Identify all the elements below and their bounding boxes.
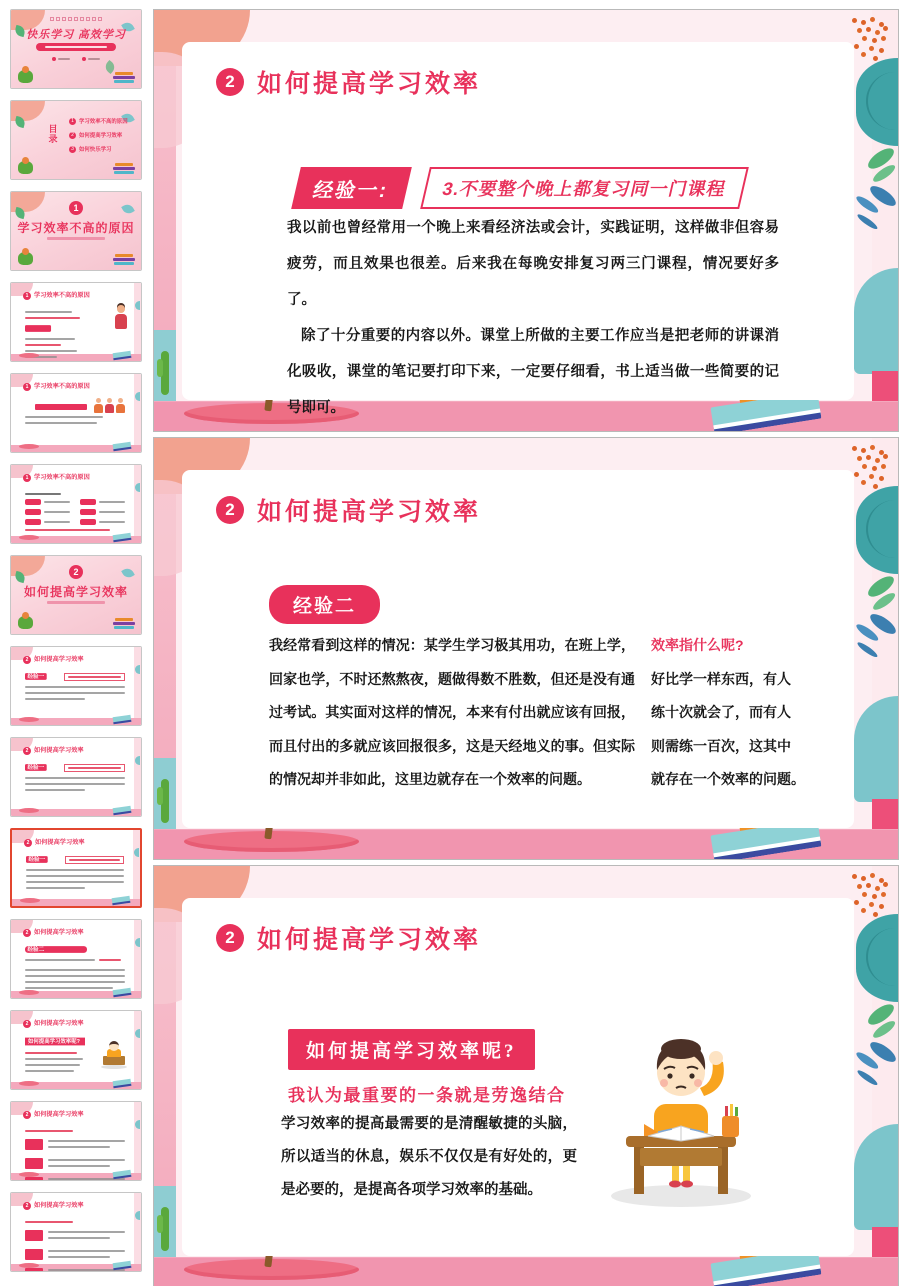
decor <box>113 258 135 261</box>
decor <box>23 382 124 392</box>
text-line-placeholder <box>25 686 125 688</box>
decor <box>25 1265 125 1271</box>
slide-thumbnail-panel <box>0 0 152 1286</box>
decor <box>48 1136 125 1152</box>
decor <box>23 928 114 938</box>
decor <box>25 1227 125 1243</box>
section-number-badge: 2 <box>216 924 244 952</box>
decor <box>25 489 125 535</box>
decor <box>25 499 70 505</box>
text-line-placeholder <box>25 1058 83 1060</box>
decor <box>105 398 114 413</box>
slide-title <box>216 492 481 528</box>
students-icons <box>94 398 125 413</box>
experience-badge: 经验一 <box>26 856 48 863</box>
text-line-placeholder <box>48 1250 125 1252</box>
body-text: 学习效率的提高最需要的是清醒敏捷的头脑，所以适当的休息，娱乐不仅仅是有好处的，更是必要的，是提高各项学习效率的基础。 <box>281 1116 577 1198</box>
text-line-placeholder <box>25 1052 77 1054</box>
books-stack-icon <box>113 253 135 265</box>
slide-thumbnail-4[interactable] <box>10 282 142 362</box>
decor <box>25 1136 125 1152</box>
decor <box>23 746 114 756</box>
decor <box>611 1185 751 1207</box>
text-line-placeholder <box>26 869 124 871</box>
text-line-placeholder <box>68 676 121 678</box>
decor <box>25 1126 125 1180</box>
decor <box>113 167 135 170</box>
decor <box>80 519 96 525</box>
decor <box>689 1073 694 1078</box>
decor <box>80 519 125 525</box>
decor: 2 <box>23 1020 31 1028</box>
decor: 如何提高学习效率 <box>79 132 123 139</box>
text-line-placeholder <box>48 1146 110 1148</box>
decor <box>114 626 134 629</box>
highlight-text: 我认为最重要的一条就是劳逸结合 <box>288 1086 566 1105</box>
text-line-placeholder <box>25 1070 74 1072</box>
text-line-placeholder <box>25 529 110 531</box>
decor <box>735 1107 738 1116</box>
decor <box>115 254 133 257</box>
topic-block <box>25 1158 43 1169</box>
decor: 2 <box>69 132 76 139</box>
text-line-placeholder <box>48 1256 110 1258</box>
text-line-placeholder <box>25 987 113 989</box>
decor <box>25 519 41 525</box>
decor <box>25 671 125 682</box>
thumbnail-header: 如何提高学习效率 <box>34 1111 84 1119</box>
thumbnail-header: 如何提高学习效率 <box>35 839 85 847</box>
decor <box>23 1110 114 1120</box>
decor <box>25 1155 125 1171</box>
decor <box>11 465 141 543</box>
decor <box>62 17 66 21</box>
decor: 1 <box>69 118 76 125</box>
experience-badge-label: 经验一: <box>291 167 411 209</box>
text-line-placeholder <box>25 317 80 319</box>
decor <box>154 10 898 431</box>
text-line-placeholder <box>25 311 72 313</box>
text-line-placeholder <box>25 422 97 424</box>
decor <box>80 499 96 505</box>
text-line-placeholder <box>25 338 75 340</box>
section-number-badge: 1 <box>69 201 83 215</box>
text-line-placeholder <box>25 350 77 352</box>
boy-at-desk-illustration <box>606 1024 756 1209</box>
decor <box>116 398 125 413</box>
girl-illustration <box>18 616 33 629</box>
decor <box>694 1079 702 1087</box>
teacher-icon <box>114 305 128 331</box>
decor: 2 <box>23 747 31 755</box>
decor <box>25 762 125 795</box>
decor <box>11 192 141 270</box>
decor <box>48 1227 125 1243</box>
question-badge: 如何提高学习效率呢? <box>25 1038 85 1046</box>
decor <box>24 838 115 848</box>
text-line-placeholder <box>25 1130 73 1132</box>
decor: 2 <box>24 839 32 847</box>
decor <box>11 647 141 725</box>
decor <box>134 283 141 361</box>
slide-thumbnail-10[interactable] <box>10 828 142 908</box>
decor <box>68 17 72 21</box>
thumbnail-header: 如何提高学习效率 <box>34 656 84 664</box>
decor <box>669 1181 681 1188</box>
slide-thumbnail-6[interactable] <box>10 464 142 544</box>
plate-illustration <box>19 444 39 449</box>
slide-thumbnail-7[interactable] <box>10 555 142 635</box>
decor <box>25 519 70 525</box>
decor <box>80 499 125 505</box>
text-line-placeholder <box>44 501 70 503</box>
text-line-placeholder <box>26 887 85 889</box>
decor <box>25 762 125 773</box>
decor <box>667 1073 672 1078</box>
decor: 2 <box>23 1202 31 1210</box>
slide-thumbnail-12[interactable] <box>10 1010 142 1090</box>
section-number-badge: 2 <box>216 496 244 524</box>
experience-badge <box>296 167 744 209</box>
paragraph: 我以前也曾经常用一个晚上来看经济法或会计，实践证明，这样做非但容易疲劳，而且效果也很差。后来我在每晚安排复习两三门课程，情况要好多了。 <box>287 220 779 308</box>
books-stack-icon <box>113 162 135 174</box>
decor <box>11 283 141 361</box>
question-badge: 如何提高学习效率呢? <box>288 1029 535 1070</box>
decor <box>92 17 96 21</box>
decor <box>660 1079 668 1087</box>
plate-illustration <box>19 717 39 722</box>
decor <box>80 509 125 515</box>
topic-block <box>25 1268 43 1272</box>
toc-item <box>69 118 141 125</box>
slide-title-text: 如何提高学习效率 <box>257 926 482 954</box>
decor: 1 <box>23 292 31 300</box>
right-column-line: 就存在一个效率的问题。 <box>651 771 805 787</box>
text-line-placeholder <box>99 521 125 523</box>
decor <box>640 1148 722 1166</box>
decor <box>134 1102 141 1180</box>
decor <box>11 1102 141 1180</box>
decor <box>661 1039 701 1059</box>
text-line-placeholder <box>25 777 125 779</box>
decor: 1 <box>23 383 31 391</box>
body-text <box>287 210 779 426</box>
text-line-placeholder <box>44 511 70 513</box>
slide-title-text: 如何提高学习效率 <box>257 498 482 526</box>
slide-preview-1[interactable] <box>153 9 899 432</box>
text-line-placeholder <box>48 1231 125 1233</box>
decor <box>48 1246 125 1262</box>
decor <box>11 101 141 179</box>
decor <box>64 764 125 772</box>
decor <box>134 920 141 998</box>
books-stack-icon <box>113 617 135 629</box>
decor <box>98 17 102 21</box>
decor <box>56 17 60 21</box>
decor <box>52 57 70 61</box>
decor <box>25 671 125 704</box>
slide-thumbnail-13[interactable] <box>10 1101 142 1181</box>
right-column-line: 练十次就会了，而有人 <box>651 704 791 720</box>
decor <box>25 1217 125 1271</box>
decor <box>64 673 125 681</box>
text-line-placeholder <box>25 1064 80 1066</box>
text-line-placeholder <box>25 698 85 700</box>
decor <box>25 1052 83 1072</box>
slide-preview-panel <box>153 9 897 1286</box>
slide-title-text: 如何提高学习效率 <box>257 70 482 98</box>
decor <box>725 1106 728 1116</box>
text-line-placeholder <box>25 416 103 418</box>
decor <box>47 237 105 240</box>
decor <box>115 72 133 75</box>
decor <box>47 601 105 604</box>
text-line-placeholder <box>99 511 125 513</box>
girl-illustration <box>18 70 33 83</box>
decor <box>115 163 133 166</box>
decor <box>114 262 134 265</box>
text-line-placeholder <box>48 1237 110 1239</box>
text-line-placeholder <box>25 789 85 791</box>
slide-thumbnail-11[interactable] <box>10 919 142 999</box>
right-column-text <box>651 629 811 797</box>
text-line-placeholder <box>69 859 120 861</box>
thumbnail-header: 学习效率不高的原因 <box>34 474 90 482</box>
slide-thumbnail-8[interactable] <box>10 646 142 726</box>
thumbnail-header: 如何提高学习效率 <box>34 1202 84 1210</box>
thumbnail-header: 如何提高学习效率 <box>34 747 84 755</box>
text-line-placeholder <box>25 344 61 346</box>
decor <box>681 1181 693 1188</box>
decor <box>114 171 134 174</box>
text-line-placeholder <box>25 1221 73 1223</box>
experience-badge: 经验一 <box>25 673 47 680</box>
text-line-placeholder <box>26 881 124 883</box>
decor <box>134 738 141 816</box>
experience-badge: 经验一 <box>25 764 47 771</box>
slide-thumbnail-2[interactable] <box>10 100 142 180</box>
decor <box>69 118 141 153</box>
decor: 2 <box>23 929 31 937</box>
decor: 如何快乐学习 <box>79 146 112 153</box>
experience-badge: 经验二 <box>269 585 380 624</box>
section-number-badge: 2 <box>69 565 83 579</box>
slide-thumbnail-9[interactable] <box>10 737 142 817</box>
decor <box>26 854 124 893</box>
topic-block <box>25 1249 43 1260</box>
toc-item <box>69 146 141 153</box>
decor <box>25 1246 125 1262</box>
plate-illustration <box>19 990 39 995</box>
text-line-placeholder <box>44 521 70 523</box>
text-line-placeholder <box>25 493 61 495</box>
decor <box>35 404 87 410</box>
plate-illustration <box>19 1081 39 1086</box>
decor <box>154 866 898 1286</box>
text-line-placeholder <box>68 767 121 769</box>
text-line-placeholder <box>25 959 95 961</box>
slide-preview-3[interactable] <box>153 865 899 1286</box>
decor <box>65 856 124 864</box>
decor <box>48 1155 125 1171</box>
decor <box>134 1011 141 1089</box>
paragraph: 除了十分重要的内容以外。课堂上所做的主要工作应当是把老师的讲课消化吸收，课堂的笔记要打印下来，一定要仔细看，书上适当做一些简要的记号即可。 <box>287 328 779 416</box>
decor <box>113 622 135 625</box>
experience-badge: 经验二 <box>25 946 87 953</box>
decor <box>109 1041 119 1051</box>
decor <box>52 57 100 61</box>
toc-label: 目 录 <box>48 124 58 144</box>
right-column-question: 效率指什么呢? <box>651 637 744 653</box>
decor <box>101 1065 127 1069</box>
right-column-line: 则需练一百次，这其中 <box>651 737 791 754</box>
left-column-text: 我经常看到这样的情况：某学生学习极其用功，在班上学，回家也学，不时还熬熬夜，题做得数不胜数，但还是没有通过考试。其实面对这样的情况，本来有付出就应该有回报，而且付出的多就应该回报很多，这是天经地义的事。但实际的情况却并非如此，这里边就存在一个效率的问题。 <box>269 637 635 787</box>
thumbnail-header: 学习效率不高的原因 <box>34 383 90 391</box>
toc-item <box>69 132 141 139</box>
decor <box>121 202 135 216</box>
decor: 学习效率不高的原因 <box>79 118 128 125</box>
decor <box>11 1011 141 1089</box>
decor <box>103 1056 125 1065</box>
decor <box>26 854 124 865</box>
plate-illustration <box>20 898 40 903</box>
text-line-placeholder <box>25 975 125 977</box>
text-line-placeholder <box>25 969 125 971</box>
decor <box>23 655 114 665</box>
decor <box>11 920 141 998</box>
decor <box>25 325 51 332</box>
text-line-placeholder <box>48 1159 125 1161</box>
decor <box>11 10 141 88</box>
plate-illustration <box>19 535 39 540</box>
decor: 2 <box>23 1111 31 1119</box>
decor <box>115 618 133 621</box>
decor <box>25 499 41 505</box>
experience-badge-subtitle: 3.不要整个晚上都复习同一门课程 <box>420 167 749 209</box>
decor <box>74 17 78 21</box>
text-line-placeholder <box>48 1165 110 1167</box>
text-line-placeholder <box>99 501 125 503</box>
decor <box>11 556 141 634</box>
section-title: 学习效率不高的原因 <box>17 221 135 235</box>
decor <box>50 17 102 21</box>
section-number-badge: 2 <box>216 68 244 96</box>
decor <box>113 76 135 79</box>
text-line-placeholder <box>26 875 124 877</box>
decor <box>23 1019 114 1029</box>
decor: 3 <box>69 146 76 153</box>
text-line-placeholder <box>25 692 125 694</box>
slide-thumbnail-1[interactable] <box>10 9 142 89</box>
body-text <box>269 629 811 797</box>
slide-thumbnail-5[interactable] <box>10 373 142 453</box>
topic-block <box>25 1139 43 1150</box>
decor <box>86 17 90 21</box>
boy-at-desk-icon <box>100 1037 128 1069</box>
decor <box>114 80 134 83</box>
decor <box>25 499 125 525</box>
girl-illustration <box>18 161 33 174</box>
decor <box>25 944 125 993</box>
section-title: 如何提高学习效率 <box>23 585 128 599</box>
decor <box>23 1201 114 1211</box>
right-column-line: 好比学一样东西，有人 <box>651 670 791 687</box>
slide-title <box>216 920 481 956</box>
text-line-placeholder <box>25 981 125 983</box>
decor <box>36 43 116 51</box>
thumbnail-header: 学习效率不高的原因 <box>34 292 90 300</box>
decor <box>25 509 41 515</box>
decor <box>134 1193 141 1271</box>
thumbnail-header: 如何提高学习效率 <box>34 929 84 937</box>
decor: 1 <box>23 474 31 482</box>
decor <box>11 1193 141 1271</box>
decor <box>709 1051 723 1065</box>
text-line-placeholder <box>25 783 125 785</box>
decor <box>80 17 84 21</box>
decor <box>94 398 103 413</box>
slide-thumbnail-3[interactable] <box>10 191 142 271</box>
decor <box>23 473 124 483</box>
topic-block <box>25 1177 43 1181</box>
decor <box>23 291 124 301</box>
decor <box>25 509 70 515</box>
decor <box>133 830 140 906</box>
slide-thumbnail-14[interactable] <box>10 1192 142 1272</box>
plate-illustration <box>19 808 39 813</box>
decor <box>11 738 141 816</box>
decor <box>134 647 141 725</box>
plate-illustration <box>19 1263 39 1268</box>
plate-illustration <box>19 1172 39 1177</box>
decor <box>722 1116 739 1137</box>
girl-illustration <box>18 252 33 265</box>
decor <box>12 830 140 906</box>
decor <box>121 566 135 580</box>
decor <box>25 1174 125 1180</box>
decor: 2 <box>23 656 31 664</box>
text-line-placeholder <box>99 959 121 961</box>
decor <box>82 57 100 61</box>
decor <box>11 374 141 452</box>
slide-title <box>216 64 481 100</box>
cover-title: 快乐学习 高效学习 <box>26 29 126 41</box>
text-line-placeholder <box>48 1140 125 1142</box>
decor <box>134 465 141 543</box>
topic-block <box>25 1230 43 1241</box>
decor <box>730 1104 733 1116</box>
books-stack-icon <box>113 71 135 83</box>
slide-preview-2[interactable] <box>153 437 899 860</box>
right-column-lines <box>651 663 811 797</box>
plate-illustration <box>19 353 39 358</box>
decor <box>154 438 898 859</box>
decor <box>80 509 96 515</box>
decor <box>50 17 54 21</box>
decor <box>25 955 125 965</box>
decor <box>134 374 141 452</box>
thumbnail-header: 如何提高学习效率 <box>34 1020 84 1028</box>
